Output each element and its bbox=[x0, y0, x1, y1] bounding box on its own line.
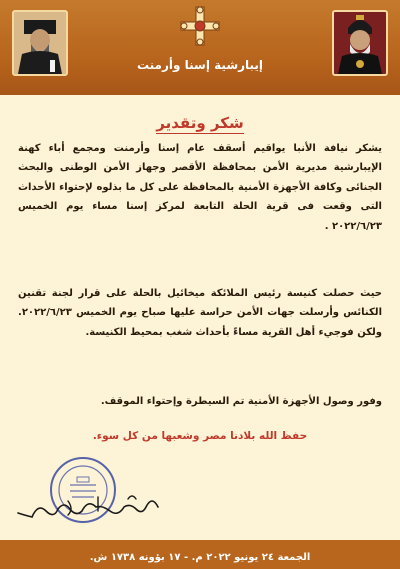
footer-date: الجمعة ٢٤ يونيو ٢٠٢٢ م. - ١٧ بؤونه ١٧٣٨ ش. bbox=[89, 552, 311, 563]
diocese-title: إيبارشية إسنا وأرمنت bbox=[136, 58, 264, 72]
paragraph-events: حيث حصلت كنيسة رئيس الملائكة ميخائيل بالحلة على قرار لجنة تقنين الكنائس وأرسلت جهات الأمن حراسة عليها صباح يوم الخميس ٢٠٢٢/٦/٢٣. ولكن فوجيء أهل القرية مساءً بأحداث شغب بمحيط الكنيسة. bbox=[18, 288, 382, 338]
paragraph-gratitude: يشكر نيافة الأنبا يواقيم أسقف عام إسنا وأرمنت ومجمع أباء كهنة الإيبارشية مديرية الأمن بمحافظة الأقصر وجهاز الأمن الوطنى والبحث الجنائى وكافة الأجهزة الأمنية بالمحافظة على كل ما بذلوه لإحتواء الأحداث التى وقعت فى قرية الحلة التابعة لمركز إسنا مساء يوم الخميس ٢٠٢٢/٦/٢٣ . bbox=[18, 143, 382, 232]
closing-prayer: حفظ الله بلادنا مصر وشعبها من كل سوء. bbox=[92, 430, 308, 442]
coptic-cross-icon bbox=[178, 4, 222, 48]
paragraph-resolution: وفور وصول الأجهزة الأمنية تم السيطرة وإحتواء الموقف. bbox=[100, 396, 382, 407]
handwritten-signature bbox=[8, 487, 168, 527]
document-title bbox=[0, 114, 400, 132]
document-title-text: شكر وتقدير bbox=[156, 114, 244, 132]
